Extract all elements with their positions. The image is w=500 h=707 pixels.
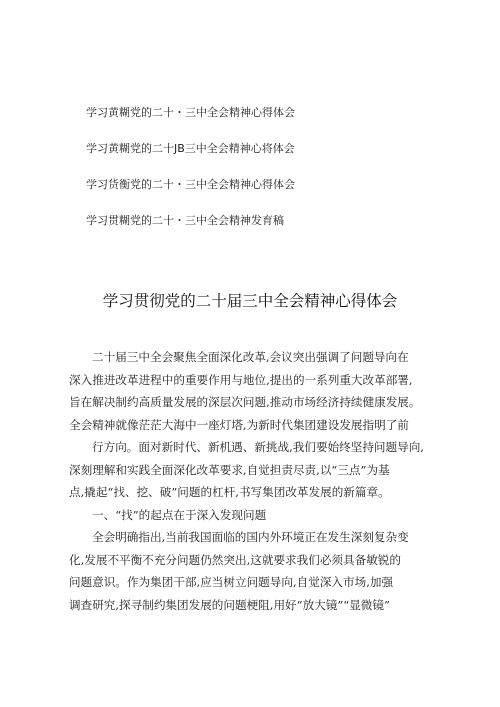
body-line-12: 调查研究,探寻制约集团发展的问题梗阻,用好“放大镜”“显微镜” [69, 597, 390, 612]
body-line-6: 深刻理解和实践全面深化改革要求,自觉担责尽责,以“三点”为基 [69, 462, 390, 477]
body-line-2: 深入推进改革进程中的重要作用与地位,提出的一系列重大改革部署, [69, 372, 413, 387]
table-of-contents [86, 104, 416, 248]
document-title: 学习贯彻党的二十届三中全会精神心得体会 [102, 292, 398, 310]
body-line-1: 二十届三中全会聚焦全面深化改革,会议突出强调了问题导向在 [92, 350, 409, 364]
toc-item-4[interactable]: 学习贯糊党的二十・三中全会精神发育稿 [86, 214, 284, 227]
body-line-10: 化,发展不平衡不充分问题仍然突出,这就要求我们必须具备敏锐的 [69, 552, 401, 567]
body-line-5: 行方向。面对新时代、新机遇、新挑战,我们要始终坚持问题导向, [92, 440, 424, 454]
body-line-4: 全会精神就像茫茫大海中一座灯塔,为新时代集团建设发展指明了前 [69, 417, 409, 432]
toc-item-1[interactable]: 学习黄糊党的二十・三中全会精神心得体会 [86, 106, 295, 119]
body-line-11: 问题意识。作为集团干部,应当树立问题导向,自觉深入市场,加强 [69, 575, 394, 589]
body-line-9: 全会明确指出,当前我国面临的国内外环境正在发生深刻复杂变 [92, 530, 409, 544]
body-line-7: 点,撬起“找、挖、破”问题的杠杆,书写集团改革发展的新篇章。 [69, 485, 390, 499]
toc-item-3[interactable]: 学习货衡党的二十・三中全会精神心得体会 [86, 178, 295, 191]
document-body [69, 346, 435, 616]
body-line-3: 旨在解决制约高质量发展的深层次问题,推动市场经济持续健康发展。 [69, 395, 421, 409]
toc-item-2[interactable]: 学习黄糊党的二十JB三中全会精神心将体会 [86, 142, 295, 155]
section-heading-1: 一、“找”的起点在于深入发现问题 [92, 507, 267, 522]
